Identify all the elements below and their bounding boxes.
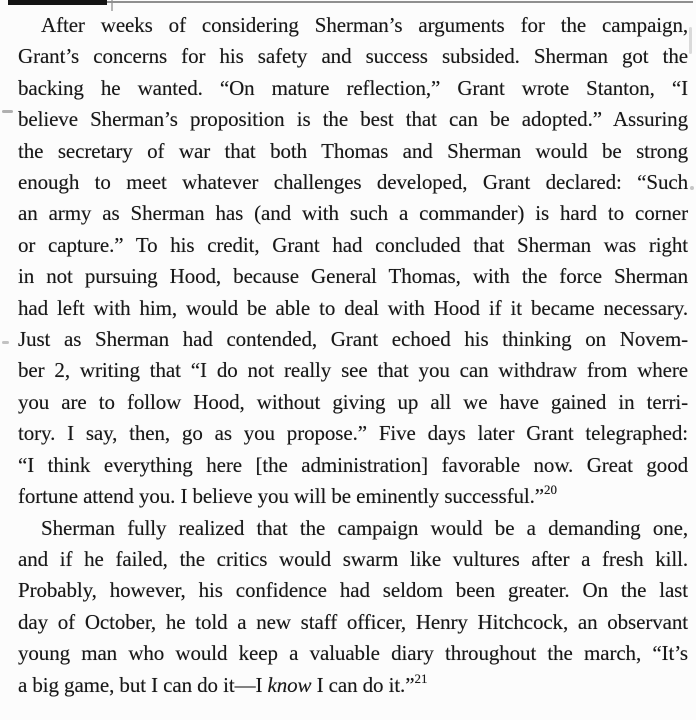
italic-word: know [267,672,312,697]
footnote-ref-20: 20 [544,482,558,498]
scan-artifact-speck [689,27,692,54]
text-line: had left with him, would be able to deal with Hood if it became necessary. [18,295,688,320]
text-line: young man who would keep a valuable diary throughout the march, “It’s [18,641,688,666]
text-line [18,481,688,512]
text-line: tory. I say, then, go as you propose.” Five days later Grant telegraphed: [18,421,688,446]
text-line: Grant’s concerns for his safety and success subsided. Sherman got the [18,44,688,69]
text-line: and if he failed, the critics would swarm like vultures after a fresh kill. [18,546,688,571]
text-line: the secretary of war that both Thomas and Sherman would be strong [18,138,688,163]
text-line: Sherman fully realized that the campaign would be a demanding one, [41,515,688,540]
text-line: an army as Sherman has (and with such a commander) is hard to corner [18,201,688,226]
scan-artifact-top-bar [8,0,107,5]
line-text: a big game, but I can do it—I [18,672,268,697]
text-line: ber 2, writing that “I do not really see that you can withdraw from where [18,358,688,383]
text-line: or capture.” To his credit, Grant had concluded that Sherman was right [18,232,688,257]
text-line: you are to follow Hood, without giving up all we have gained in terri- [18,389,688,414]
scan-artifact-speck [2,110,13,113]
footnote-ref-21: 21 [414,670,428,686]
text-line: enough to meet whatever challenges developed, Grant declared: “Such [18,170,688,195]
text-line: After weeks of considering Sherman’s arguments for the campaign, [41,13,688,37]
text-line: Probably, however, his confidence had seldom been greater. On the last [18,578,688,603]
text-line: in not pursuing Hood, because General Thomas, with the force Sherman [18,264,688,289]
scan-artifact-top-rule [8,1,693,3]
text-line: backing he wanted. “On mature reflection,” Grant wrote Stanton, “I [18,75,688,100]
text-line: Just as Sherman had contended, Grant echoed his thinking on Novem- [18,327,688,352]
text-line [18,670,688,701]
page-text-block [18,10,688,701]
line-text: I can do it.” [311,672,415,697]
line-text: fortune attend you. I believe you will be eminently successful.” [18,484,545,509]
text-line: “I think everything here [the administration] favorable now. Great good [18,452,688,477]
text-line: believe Sherman’s proposition is the best that can be adopted.” Assuring [18,107,688,132]
scan-artifact-speck [2,341,9,344]
scan-artifact-speck [690,186,694,190]
text-line: day of October, he told a new staff officer, Henry Hitchcock, an observant [18,609,688,634]
